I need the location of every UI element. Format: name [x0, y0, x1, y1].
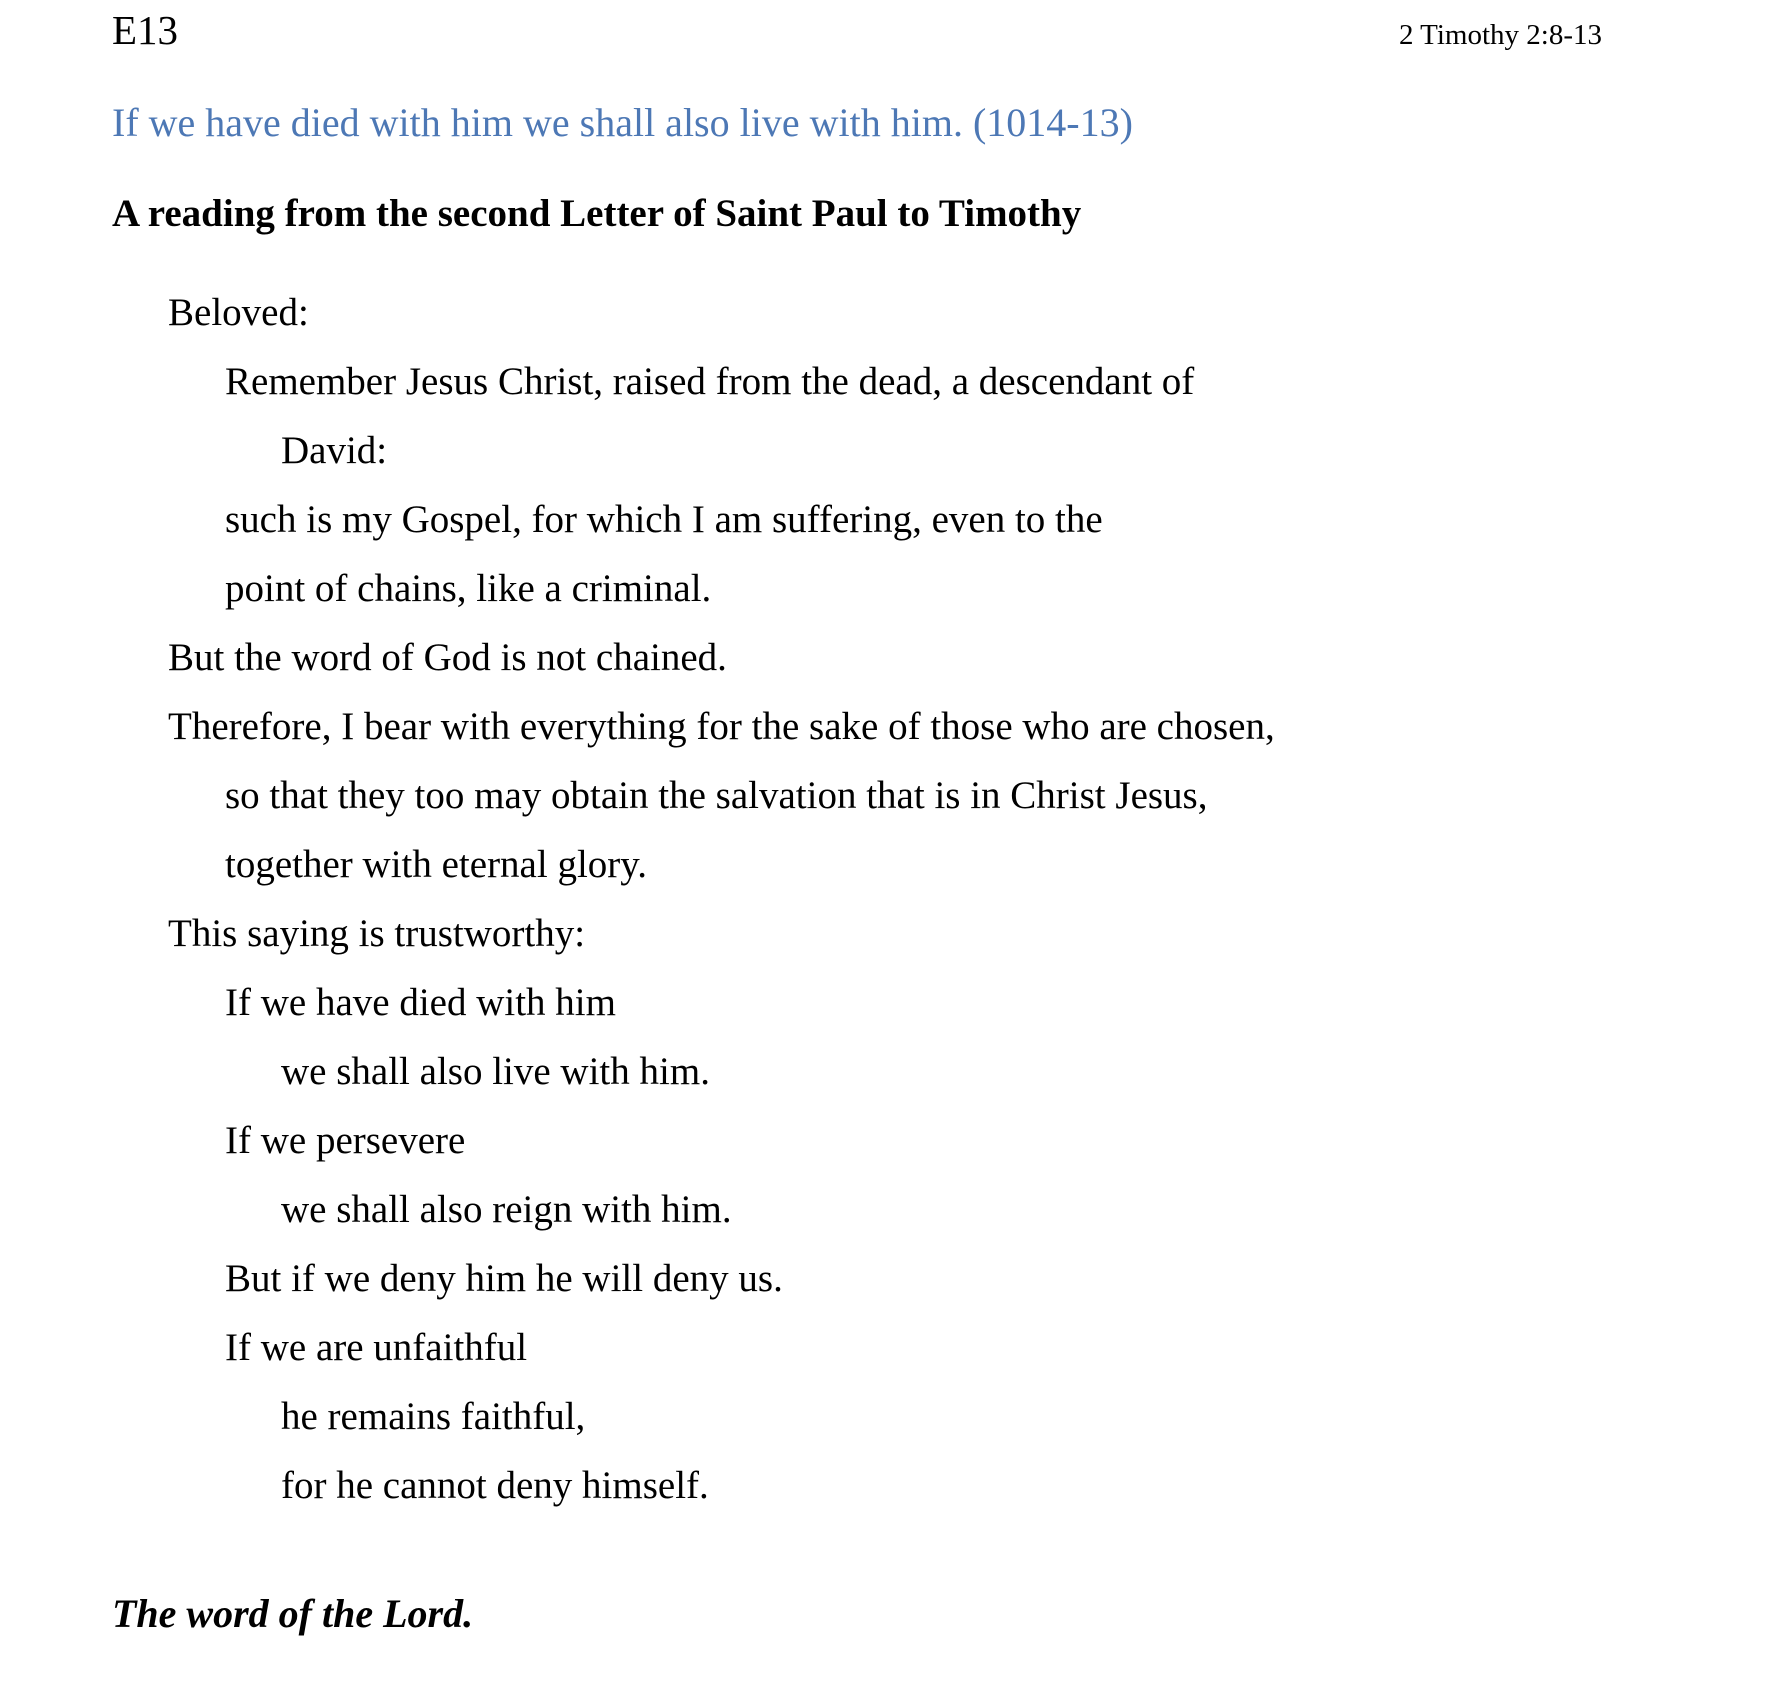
body-line: But if we deny him he will deny us. — [225, 1256, 783, 1300]
body-line: he remains faithful, — [281, 1394, 586, 1438]
body-line: point of chains, like a criminal. — [225, 566, 712, 610]
body-line: But the word of God is not chained. — [168, 635, 727, 679]
body-line: so that they too may obtain the salvation that is in Christ Jesus, — [225, 773, 1208, 817]
body-line: we shall also reign with him. — [281, 1187, 732, 1231]
summary-line: If we have died with him we shall also live with him. (1014-13) — [112, 100, 1133, 146]
body-line: together with eternal glory. — [225, 842, 647, 886]
body-line: Therefore, I bear with everything for the sake of those who are chosen, — [168, 704, 1275, 748]
reading-title: A reading from the second Letter of Saint Paul to Timothy — [112, 192, 1082, 236]
closing-line: The word of the Lord. — [112, 1590, 474, 1636]
lectionary-code: E13 — [112, 7, 179, 53]
body-line: If we persevere — [225, 1118, 466, 1162]
body-line: Beloved: — [168, 290, 309, 334]
body-line: such is my Gospel, for which I am suffering, even to the — [225, 497, 1103, 541]
body-line: If we have died with him — [225, 980, 616, 1024]
scripture-citation: 2 Timothy 2:8-13 — [1398, 19, 1602, 51]
body-line: Remember Jesus Christ, raised from the dead, a descendant of — [225, 359, 1195, 403]
reading-body — [112, 278, 1662, 1520]
page-header — [0, 0, 1782, 53]
body-line: David: — [281, 428, 388, 472]
body-line: we shall also live with him. — [281, 1049, 710, 1093]
body-line: If we are unfaithful — [225, 1325, 528, 1369]
body-line: This saying is trustworthy: — [168, 911, 586, 955]
body-line: for he cannot deny himself. — [281, 1463, 709, 1507]
